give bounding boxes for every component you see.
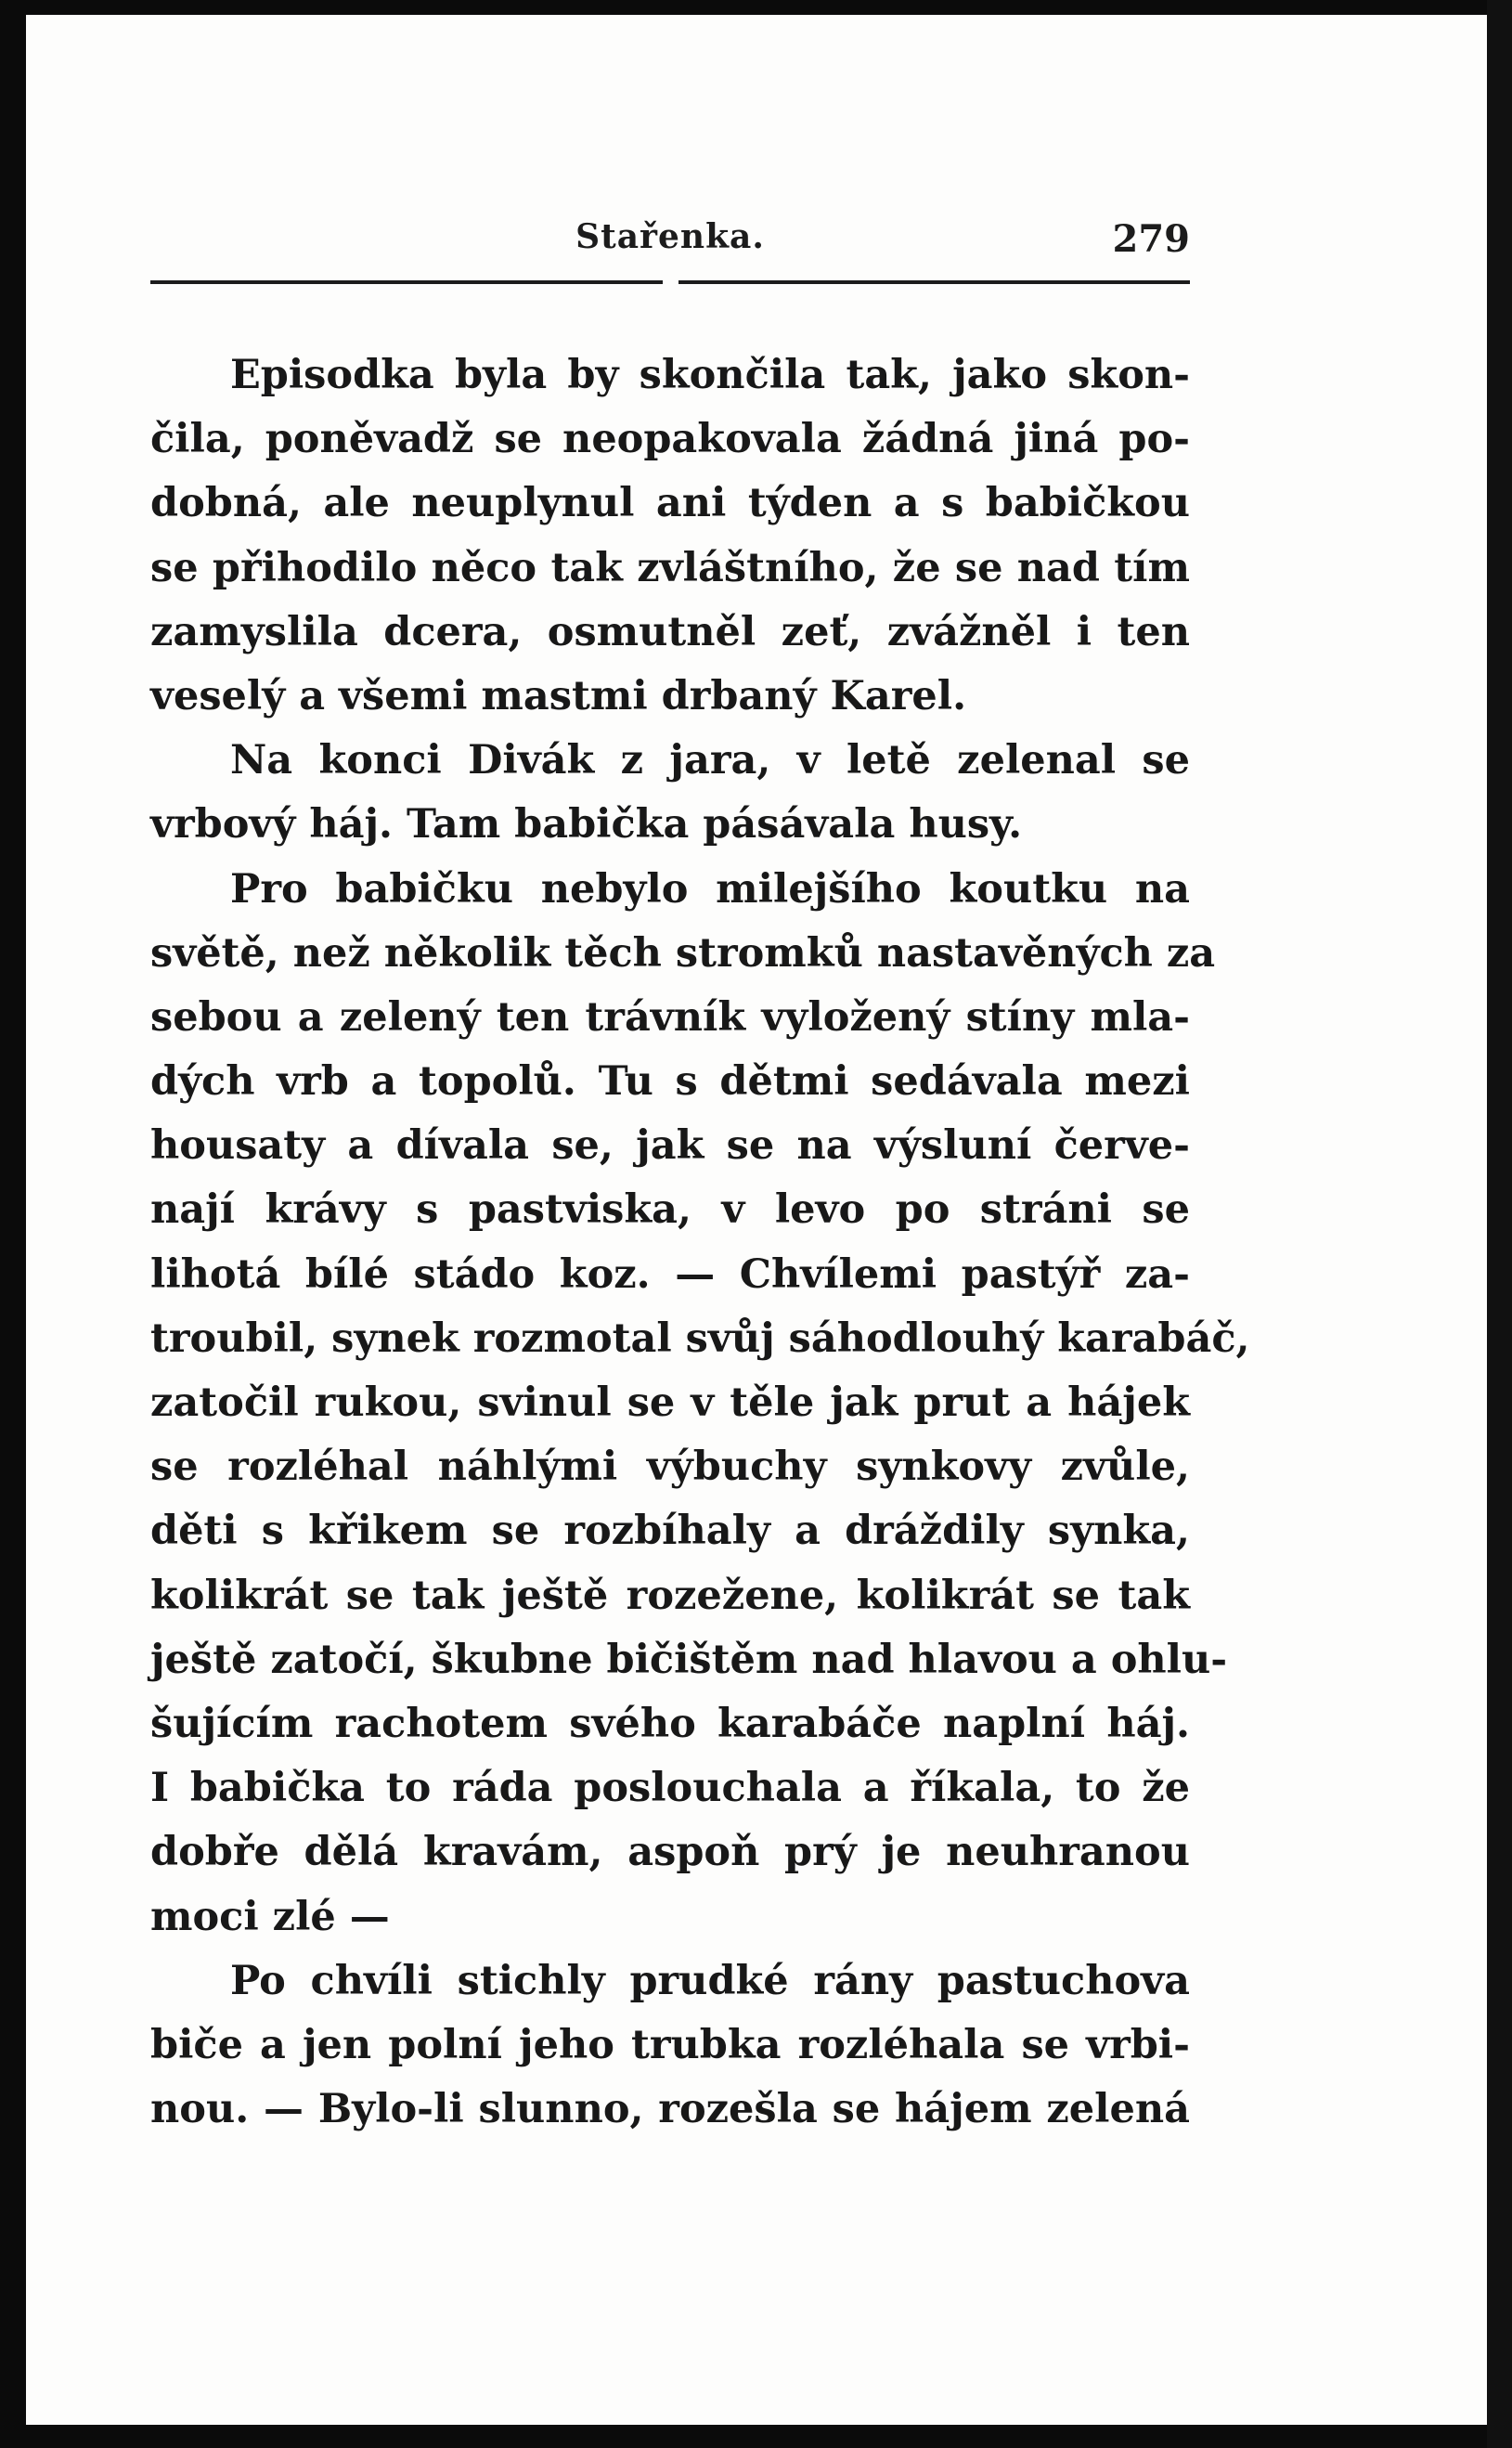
text-line: Episodka byla by skončila tak, jako skon- <box>230 352 1190 398</box>
text-line: sebou a zelený ten trávník vyložený stíny mla- <box>150 993 1190 1041</box>
text-line: se přihodilo něco tak zvláštního, že se nad tím <box>150 544 1190 591</box>
text-line: dobná, ale neuplynul ani týden a s babičkou <box>150 480 1190 527</box>
text-line: troubil, synek rozmotal svůj sáhodlouhý karabáč, <box>150 1315 1250 1362</box>
header-rule-right <box>678 280 1190 284</box>
body-text <box>150 343 1250 2142</box>
header-rule-left <box>150 280 663 284</box>
text-line: veselý a všemi mastmi drbaný Karel. <box>150 672 967 719</box>
text-line: děti s křikem se rozbíhaly a dráždily synka, <box>150 1508 1190 1555</box>
text-line: vrbový háj. Tam babička pásávala husy. <box>150 801 1023 848</box>
text-line: čila, poněvadž se neopakovala žádná jiná po- <box>150 416 1190 463</box>
text-line: housaty a dívala se, jak se na výsluní červe- <box>150 1122 1190 1170</box>
text-line: Pro babičku nebylo milejšího koutku na <box>230 865 1190 913</box>
text-line: I babička to ráda poslouchala a říkala, to že <box>150 1765 1190 1812</box>
text-line: zamyslila dcera, osmutněl zeť, zvážněl i ten <box>150 608 1190 655</box>
text-line: dobře dělá kravám, aspoň prý je neuhranou <box>150 1829 1190 1876</box>
page-header <box>150 217 1190 273</box>
text-line: zatočil rukou, svinul se v těle jak prut a hájek <box>150 1379 1190 1426</box>
page-number: 279 <box>1112 217 1190 261</box>
scan-edge <box>1487 0 1512 2448</box>
text-line: biče a jen polní jeho trubka rozléhala se vrbi- <box>150 2021 1190 2068</box>
text-line: ještě zatočí, škubne bičištěm nad hlavou a ohlu- <box>150 1636 1228 1683</box>
text-line: dých vrb a topolů. Tu s dětmi sedávala mezi <box>150 1058 1190 1106</box>
text-line: šujícím rachotem svého karabáče naplní háj. <box>150 1700 1190 1747</box>
text-line: nou. — Bylo-li slunno, rozešla se hájem zelená <box>150 2086 1190 2133</box>
text-line: Na konci Divák z jara, v letě zelenal se <box>230 737 1190 784</box>
text-line: nají krávy s pastviska, v levo po stráni se <box>150 1186 1190 1234</box>
running-title: Stařenka. <box>575 217 765 256</box>
text-line: moci zlé — <box>150 1893 390 1940</box>
text-line: světě, než několik těch stromků nastavěných za <box>150 929 1216 977</box>
text-line: kolikrát se tak ještě rozežene, kolikrát se tak <box>150 1572 1190 1619</box>
text-line: lihotá bílé stádo koz. — Chvílemi pastýř za- <box>150 1250 1190 1298</box>
text-line: se rozléhal náhlými výbuchy synkovy zvůle, <box>150 1444 1190 1491</box>
text-line: Po chvíli stichly prudké rány pastuchova <box>230 1957 1190 2004</box>
